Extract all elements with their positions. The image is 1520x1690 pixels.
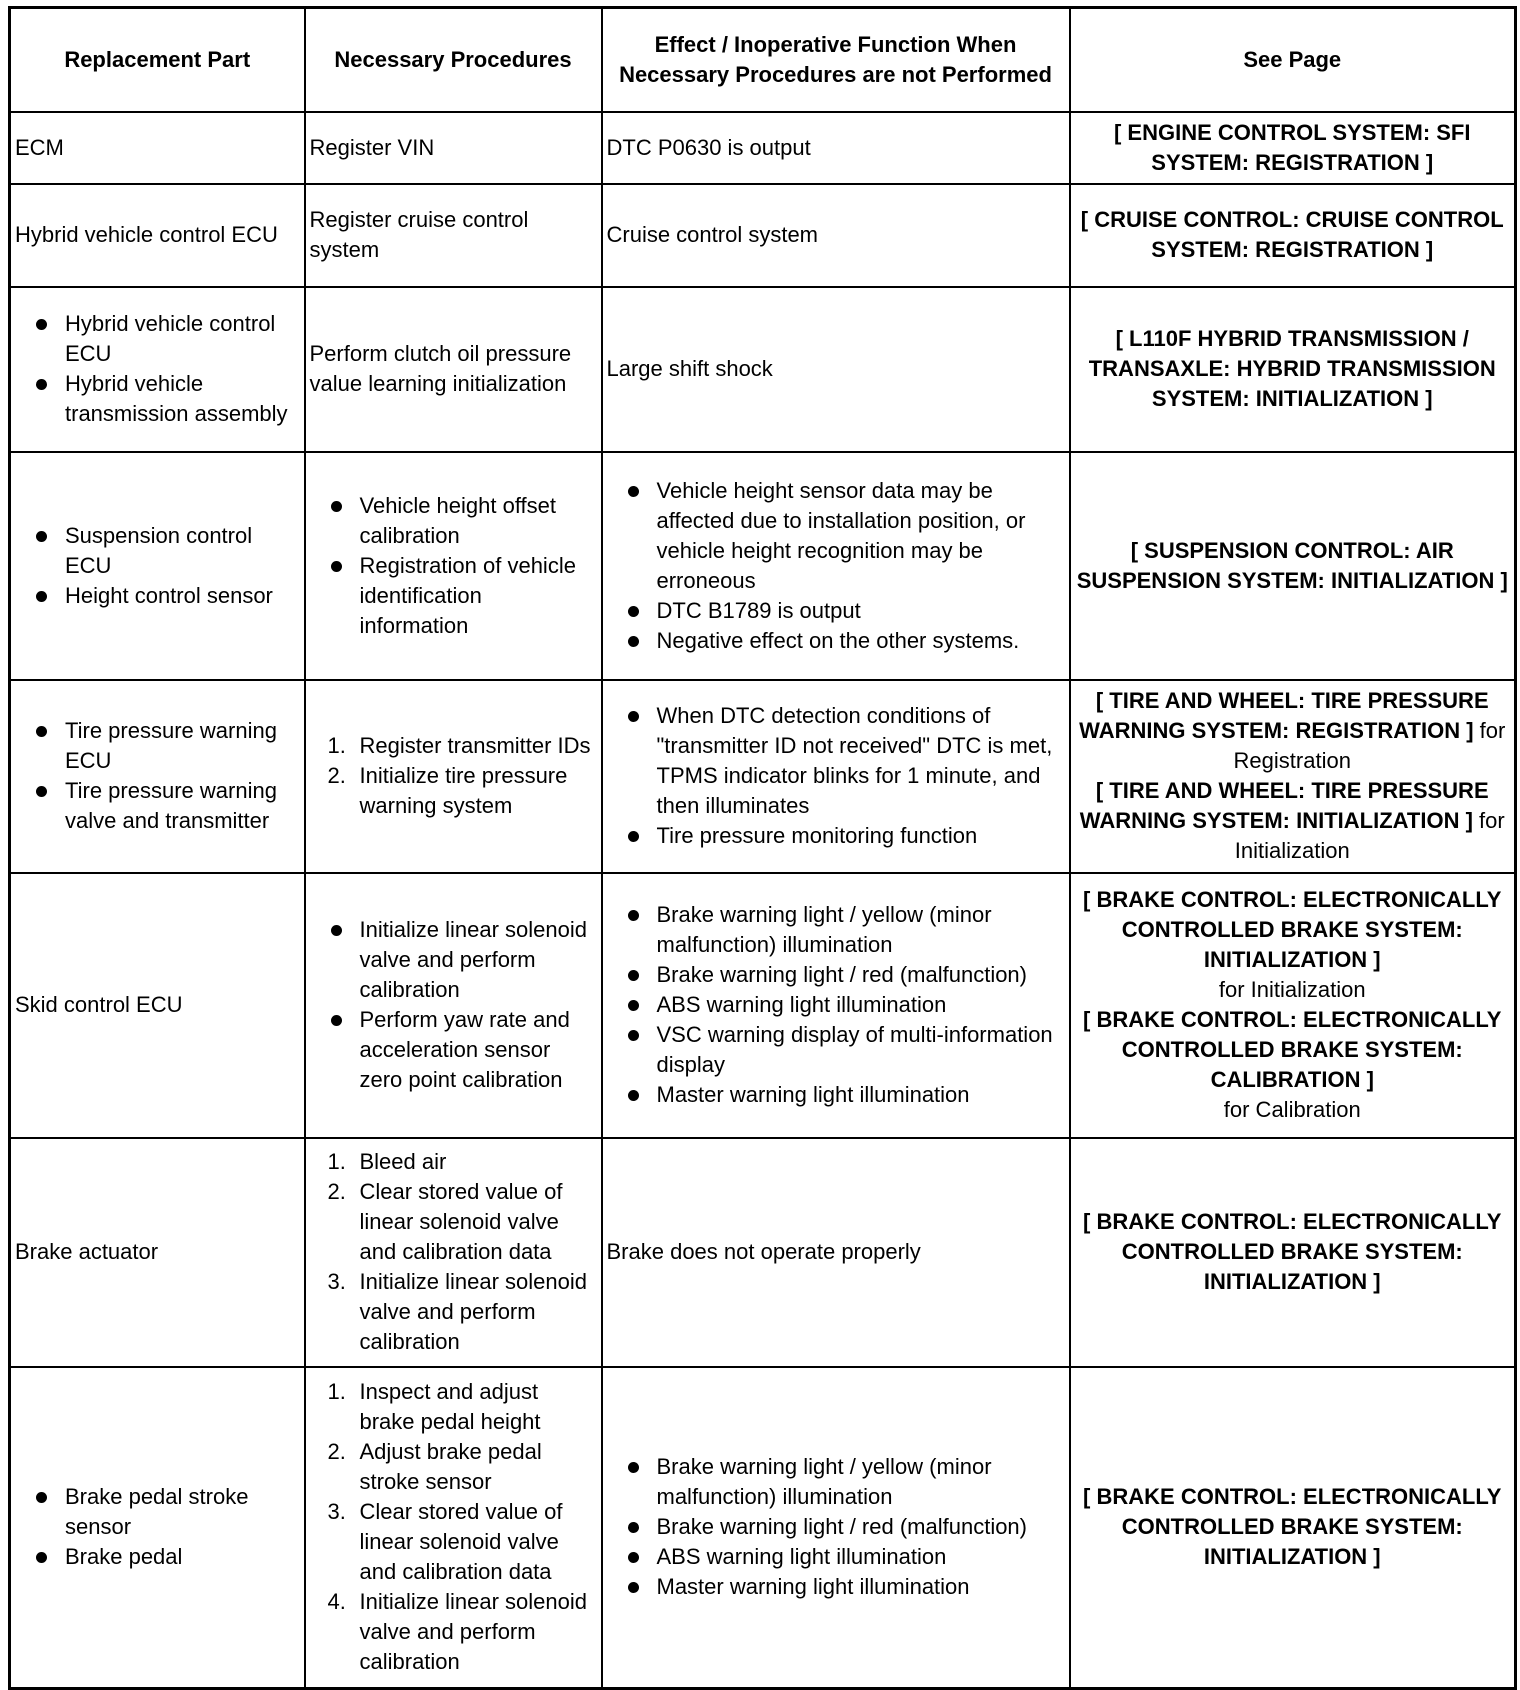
document-page bbox=[8, 6, 1514, 1690]
procedure-cell bbox=[305, 873, 602, 1138]
bullet-list bbox=[607, 701, 1065, 851]
effect-cell bbox=[602, 452, 1070, 680]
list-item: Brake warning light / yellow (minor malfunction) illumination bbox=[607, 900, 1065, 960]
list-number: 4. bbox=[327, 1589, 346, 1615]
procedure-cell: Register VIN bbox=[305, 112, 602, 184]
list-item: DTC B1789 is output bbox=[607, 596, 1065, 626]
list-item-text: Inspect and adjust brake pedal height bbox=[359, 1379, 541, 1435]
procedure-cell: Perform clutch oil pressure value learning initialization bbox=[305, 287, 602, 452]
header-see-page: See Page bbox=[1070, 8, 1516, 112]
effect-cell bbox=[602, 680, 1070, 873]
see-page-link[interactable]: [ TIRE AND WHEEL: TIRE PRESSURE WARNING SYSTEM: INITIALIZATION ] bbox=[1079, 778, 1489, 833]
header-replacement-part: Replacement Part bbox=[10, 8, 305, 112]
table-row bbox=[10, 873, 1516, 1138]
table-row bbox=[10, 1367, 1516, 1689]
list-item: Height control sensor bbox=[15, 581, 300, 611]
bullet-list bbox=[607, 900, 1065, 1110]
header-effect: Effect / Inoperative Function When Necessary Procedures are not Performed bbox=[602, 8, 1070, 112]
list-item bbox=[310, 761, 597, 821]
list-item: Tire pressure monitoring function bbox=[607, 821, 1065, 851]
bullet-list bbox=[15, 521, 300, 611]
bullet-list bbox=[607, 1452, 1065, 1602]
numbered-list bbox=[310, 731, 597, 821]
table-row bbox=[10, 452, 1516, 680]
effect-cell bbox=[602, 873, 1070, 1138]
list-number: 1. bbox=[327, 733, 346, 758]
list-number: 2. bbox=[327, 1179, 346, 1204]
procedure-cell: Register cruise control system bbox=[305, 184, 602, 287]
list-item bbox=[310, 1587, 597, 1677]
part-cell: Skid control ECU bbox=[10, 873, 305, 1138]
list-item: VSC warning display of multi-information display bbox=[607, 1020, 1065, 1080]
procedure-cell bbox=[305, 452, 602, 680]
numbered-list bbox=[310, 1147, 597, 1357]
list-item: ABS warning light illumination bbox=[607, 990, 1065, 1020]
list-item bbox=[310, 731, 597, 761]
list-item: Hybrid vehicle control ECU bbox=[15, 309, 300, 369]
list-item: Master warning light illumination bbox=[607, 1572, 1065, 1602]
list-item: Tire pressure warning valve and transmitter bbox=[15, 776, 300, 836]
list-item-text: Clear stored value of linear solenoid valve and calibration data bbox=[359, 1179, 563, 1264]
list-item bbox=[310, 1147, 597, 1177]
effect-cell: Brake does not operate properly bbox=[602, 1138, 1070, 1367]
part-cell: Hybrid vehicle control ECU bbox=[10, 184, 305, 287]
list-number: 1. bbox=[327, 1379, 346, 1405]
see-page-link[interactable]: [ SUSPENSION CONTROL: AIR SUSPENSION SYSTEM: INITIALIZATION ] bbox=[1076, 537, 1508, 593]
list-item: When DTC detection conditions of "transmitter ID not received" DTC is met, TPMS indicator blinks for 1 minute, and then illuminates bbox=[607, 701, 1065, 821]
bullet-list bbox=[15, 309, 300, 429]
table-row bbox=[10, 287, 1516, 452]
procedure-cell bbox=[305, 1138, 602, 1367]
see-page-link[interactable]: [ ENGINE CONTROL SYSTEM: SFI SYSTEM: REGISTRATION ] bbox=[1113, 119, 1471, 175]
see-page-cell bbox=[1070, 452, 1516, 680]
list-item: Suspension control ECU bbox=[15, 521, 300, 581]
see-page-suffix: for Registration bbox=[1233, 718, 1506, 773]
list-number: 3. bbox=[327, 1269, 346, 1294]
list-item-text: Initialize tire pressure warning system bbox=[359, 763, 568, 818]
see-page-cell bbox=[1070, 680, 1516, 873]
list-item-text: Bleed air bbox=[359, 1149, 447, 1174]
bullet-list bbox=[607, 476, 1065, 656]
see-page-suffix: for Initialization bbox=[1218, 977, 1366, 1002]
table-row bbox=[10, 112, 1516, 184]
list-item-text: Initialize linear solenoid valve and perform calibration bbox=[359, 1589, 587, 1675]
bullet-list bbox=[15, 716, 300, 836]
list-number: 2. bbox=[327, 1439, 346, 1465]
list-number: 1. bbox=[327, 1149, 346, 1174]
list-item: ABS warning light illumination bbox=[607, 1542, 1065, 1572]
list-item bbox=[310, 1177, 597, 1267]
procedure-cell bbox=[305, 680, 602, 873]
list-item: Brake pedal bbox=[15, 1542, 300, 1572]
see-page-link[interactable]: [ BRAKE CONTROL: ELECTRONICALLY CONTROLLED BRAKE SYSTEM: CALIBRATION ] bbox=[1083, 1007, 1502, 1092]
see-page-cell bbox=[1070, 1138, 1516, 1367]
see-page-cell bbox=[1070, 1367, 1516, 1689]
part-cell: ECM bbox=[10, 112, 305, 184]
list-item bbox=[310, 1437, 597, 1497]
list-item: Tire pressure warning ECU bbox=[15, 716, 300, 776]
effect-cell: Cruise control system bbox=[602, 184, 1070, 287]
list-item bbox=[310, 1267, 597, 1357]
effect-cell: DTC P0630 is output bbox=[602, 112, 1070, 184]
effect-cell: Large shift shock bbox=[602, 287, 1070, 452]
part-cell bbox=[10, 287, 305, 452]
table-row bbox=[10, 1138, 1516, 1367]
see-page-cell bbox=[1070, 184, 1516, 287]
list-number: 3. bbox=[327, 1499, 346, 1525]
table-header-row bbox=[10, 8, 1516, 112]
replacement-parts-table bbox=[8, 6, 1517, 1690]
list-item: Brake pedal stroke sensor bbox=[15, 1482, 300, 1542]
part-cell bbox=[10, 1367, 305, 1689]
list-item-text: Adjust brake pedal stroke sensor bbox=[359, 1439, 542, 1495]
list-item: Initialize linear solenoid valve and perform calibration bbox=[310, 915, 597, 1005]
bullet-list bbox=[310, 491, 597, 641]
list-item-text: Initialize linear solenoid valve and perform calibration bbox=[359, 1269, 587, 1354]
list-item: Brake warning light / red (malfunction) bbox=[607, 1512, 1065, 1542]
bullet-list bbox=[310, 915, 597, 1095]
see-page-link[interactable]: [ BRAKE CONTROL: ELECTRONICALLY CONTROLLED BRAKE SYSTEM: INITIALIZATION ] bbox=[1083, 887, 1502, 972]
list-item: Perform yaw rate and acceleration sensor zero point calibration bbox=[310, 1005, 597, 1095]
see-page-link[interactable]: [ BRAKE CONTROL: ELECTRONICALLY CONTROLLED BRAKE SYSTEM: INITIALIZATION ] bbox=[1083, 1209, 1502, 1294]
list-item-text: Register transmitter IDs bbox=[359, 733, 591, 758]
see-page-cell bbox=[1070, 287, 1516, 452]
see-page-link[interactable]: [ BRAKE CONTROL: ELECTRONICALLY CONTROLLED BRAKE SYSTEM: INITIALIZATION ] bbox=[1083, 1484, 1502, 1570]
numbered-list bbox=[310, 1377, 597, 1677]
effect-cell bbox=[602, 1367, 1070, 1689]
list-item: Brake warning light / red (malfunction) bbox=[607, 960, 1065, 990]
list-item: Vehicle height offset calibration bbox=[310, 491, 597, 551]
see-page-suffix: for Initialization bbox=[1234, 808, 1505, 863]
part-cell: Brake actuator bbox=[10, 1138, 305, 1367]
list-number: 2. bbox=[327, 763, 346, 788]
list-item: Master warning light illumination bbox=[607, 1080, 1065, 1110]
see-page-link[interactable]: [ TIRE AND WHEEL: TIRE PRESSURE WARNING SYSTEM: REGISTRATION ] bbox=[1079, 688, 1489, 743]
see-page-link[interactable]: [ CRUISE CONTROL: CRUISE CONTROL SYSTEM: REGISTRATION ] bbox=[1080, 207, 1504, 262]
list-item: Registration of vehicle identification information bbox=[310, 551, 597, 641]
see-page-suffix: for Calibration bbox=[1223, 1097, 1361, 1122]
list-item-text: Clear stored value of linear solenoid valve and calibration data bbox=[359, 1499, 563, 1585]
list-item bbox=[310, 1377, 597, 1437]
part-cell bbox=[10, 680, 305, 873]
list-item: Vehicle height sensor data may be affected due to installation position, or vehicle height recognition may be erroneous bbox=[607, 476, 1065, 596]
see-page-link[interactable]: [ L110F HYBRID TRANSMISSION / TRANSAXLE: HYBRID TRANSMISSION SYSTEM: INITIALIZATION ] bbox=[1088, 326, 1496, 411]
list-item: Brake warning light / yellow (minor malfunction) illumination bbox=[607, 1452, 1065, 1512]
header-necessary-procedures: Necessary Procedures bbox=[305, 8, 602, 112]
table-row bbox=[10, 184, 1516, 287]
bullet-list bbox=[15, 1482, 300, 1572]
list-item: Negative effect on the other systems. bbox=[607, 626, 1065, 656]
see-page-cell bbox=[1070, 112, 1516, 184]
list-item: Hybrid vehicle transmission assembly bbox=[15, 369, 300, 429]
table-row bbox=[10, 680, 1516, 873]
part-cell bbox=[10, 452, 305, 680]
list-item bbox=[310, 1497, 597, 1587]
see-page-cell bbox=[1070, 873, 1516, 1138]
procedure-cell bbox=[305, 1367, 602, 1689]
